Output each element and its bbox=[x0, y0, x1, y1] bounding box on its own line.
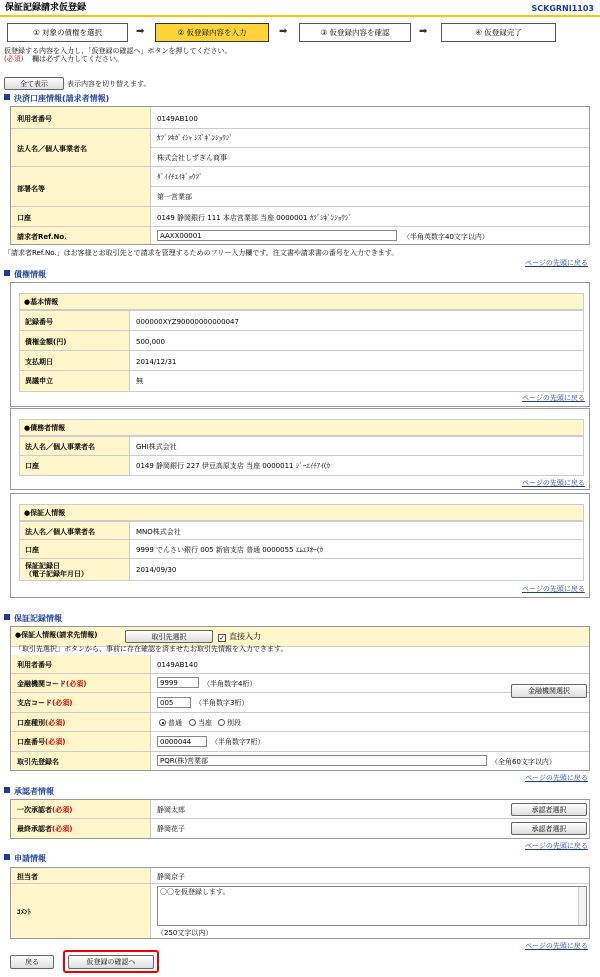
debtor-account-value: 0149 静岡銀行 227 伊豆高原支店 当座 0000011 ｼﾞｰｴｲﾁｱｲ(ｶ bbox=[136, 462, 330, 470]
first-approver-select-button[interactable]: 承認者選択 bbox=[511, 803, 587, 816]
section-square-icon bbox=[4, 614, 10, 620]
page-top-link[interactable]: ページの先頭に戻る bbox=[525, 942, 588, 950]
label-final-approver: 最終承認者(必須) bbox=[17, 825, 73, 833]
label-comment: ｺﾒﾝﾄ bbox=[17, 908, 31, 916]
comment-scrollbar[interactable] bbox=[578, 887, 586, 925]
back-button[interactable]: 戻る bbox=[10, 955, 54, 969]
direct-input-checkbox[interactable]: ✓ 直接入力 bbox=[219, 632, 261, 642]
label-account-type: 口座種別(必須) bbox=[17, 719, 66, 727]
guarantee-section-title: 保証記録情報 bbox=[4, 614, 62, 624]
label-amount: 債権金額(円) bbox=[25, 338, 67, 346]
label-account-no: 口座番号(必須) bbox=[17, 738, 66, 746]
page-top-link[interactable]: ページの先頭に戻る bbox=[522, 479, 585, 487]
account-type-current[interactable]: 当座 bbox=[189, 719, 212, 727]
label-bank-code: 金融機関コード(必須) bbox=[17, 680, 87, 688]
guarantor-info-block: ●保証人情報 法人名／個人事業者名 口座 保証記録日 （電子記録年月日） MNO株式会社 9999 でんさい銀行 005 新宿支店 普通 0000055 ｴﾑｴﾇｵｰ(ｶ 2014/09/30 ページの先頭に戻る bbox=[10, 493, 590, 598]
requester-table bbox=[10, 106, 590, 245]
comment-hint: （250文字以内） bbox=[157, 929, 213, 937]
guarantee-date-value: 2014/09/30 bbox=[136, 566, 177, 574]
label-ref-no: 請求者Ref.No. bbox=[17, 233, 67, 241]
corp-name-kana: ｶﾌﾞｼｷｶﾞｲｼｬ ｼｽﾞｷﾞﾝｼｮｳｼﾞ bbox=[157, 134, 233, 142]
intro-line1: 仮登録する内容を入力し、「仮登録の確認へ」ボタンを押してください。 bbox=[4, 47, 232, 55]
partner-user-no-value: 0149AB140 bbox=[157, 661, 198, 669]
debtor-info-block: ●債務者情報 法人名／個人事業者名 口座 GHI株式会社 0149 静岡銀行 227 伊豆高原支店 当座 0000011 ｼﾞｰｴｲﾁｱｲ(ｶ ページの先頭に戻る bbox=[10, 408, 590, 490]
due-date-value: 2014/12/31 bbox=[136, 358, 177, 366]
bank-select-button[interactable]: 金融機関選択 bbox=[511, 684, 587, 698]
debtor-name-value: GHI株式会社 bbox=[136, 443, 177, 451]
label-person: 担当者 bbox=[17, 873, 38, 881]
dept-kana: ﾀﾞｲｲﾁｴｲｷﾞｮｳﾌﾞ bbox=[157, 173, 203, 181]
step-2: ② 仮登録内容を入力 bbox=[155, 23, 269, 42]
person-value: 静岡京子 bbox=[157, 873, 185, 881]
guarantor-name-value: MNO株式会社 bbox=[136, 528, 181, 536]
partner-select-note: 「取引先選択」ボタンから、事前に存在確認を済ませたお取引先情報を入力できます。 bbox=[15, 645, 288, 653]
label-guarantor-name: 法人名／個人事業者名 bbox=[25, 528, 95, 536]
guarantor-account-value: 9999 でんさい銀行 005 新宿支店 普通 0000055 ｴﾑｴﾇｵｰ(ｶ bbox=[136, 546, 323, 554]
label-corp-name: 法人名／個人事業者名 bbox=[17, 145, 87, 153]
section-square-icon bbox=[4, 94, 10, 100]
page-header bbox=[0, 0, 600, 17]
label-due-date: 支払期日 bbox=[25, 358, 53, 366]
approver-table bbox=[10, 799, 590, 839]
label-debtor-account: 口座 bbox=[25, 462, 39, 470]
label-record-no: 記録番号 bbox=[25, 318, 53, 326]
required-mark: (必須) bbox=[4, 55, 24, 63]
guarantor-request-subtitle: ●保証人情報(請求先情報) bbox=[15, 631, 98, 639]
objection-value: 無 bbox=[136, 377, 143, 385]
page-top-link[interactable]: ページの先頭に戻る bbox=[525, 774, 588, 782]
apply-table bbox=[10, 867, 590, 939]
account-value: 0149 静岡銀行 111 本店営業部 当座 0000001 ｶﾌﾞｼｷﾞﾝｼｮｳｼﾞ bbox=[157, 214, 352, 222]
label-guarantee-date: 保証記録日 bbox=[25, 562, 60, 570]
account-no-input[interactable] bbox=[157, 736, 207, 747]
amount-value: 500,000 bbox=[136, 338, 165, 346]
section-square-icon bbox=[4, 854, 10, 860]
confirm-button[interactable]: 仮登録の確認へ bbox=[68, 955, 154, 969]
branch-code-input[interactable] bbox=[157, 697, 191, 708]
partner-select-button[interactable]: 取引先選択 bbox=[125, 630, 213, 643]
credit-section-title: 債権情報 bbox=[4, 270, 46, 280]
show-all-button[interactable]: 全て表示 bbox=[4, 77, 64, 90]
basic-info-block: ●基本情報 記録番号 債権金額(円) 支払期日 異議申立 000000XYZ90000000000047 500,000 2014/12/31 無 ページの先頭に戻る bbox=[10, 282, 590, 407]
radio-icon bbox=[189, 719, 196, 726]
ref-no-hint: （半角英数字40文字以内） bbox=[403, 233, 489, 241]
first-approver-value: 静岡太郎 bbox=[157, 806, 185, 814]
page-top-link[interactable]: ページの先頭に戻る bbox=[522, 394, 585, 402]
check-icon: ✓ bbox=[219, 634, 225, 642]
label-first-approver: 一次承認者(必須) bbox=[17, 806, 73, 814]
label-user-no: 利用者番号 bbox=[17, 115, 52, 123]
user-no-value: 0149AB100 bbox=[157, 115, 198, 123]
label-objection: 異議申立 bbox=[25, 377, 53, 385]
radio-icon bbox=[218, 719, 225, 726]
final-approver-value: 静岡花子 bbox=[157, 825, 185, 833]
label-debtor-name: 法人名／個人事業者名 bbox=[25, 443, 95, 451]
partner-name-input[interactable] bbox=[157, 755, 487, 766]
step-4: ④ 仮登録完了 bbox=[441, 23, 556, 42]
account-no-hint: （半角数字7桁） bbox=[211, 738, 265, 746]
final-approver-select-button[interactable]: 承認者選択 bbox=[511, 822, 587, 835]
comment-textarea[interactable]: 〇〇を仮登録します。 bbox=[157, 886, 587, 926]
label-partner-name: 取引先登録名 bbox=[17, 758, 59, 766]
step-arrow-icon: ➡ bbox=[419, 26, 428, 37]
ref-no-input[interactable] bbox=[157, 230, 397, 241]
label-branch-code: 支店コード(必須) bbox=[17, 699, 73, 707]
page-top-link[interactable]: ページの先頭に戻る bbox=[522, 585, 585, 593]
label-record-date: （電子記録年月日） bbox=[25, 570, 88, 578]
requester-section-title: 決済口座情報(請求者情報) bbox=[4, 94, 109, 104]
section-square-icon bbox=[4, 787, 10, 793]
page-top-link[interactable]: ページの先頭に戻る bbox=[525, 259, 588, 267]
account-type-ordinary[interactable]: 普通 bbox=[159, 719, 182, 727]
section-square-icon bbox=[4, 270, 10, 276]
corp-name: 株式会社しずぎん商事 bbox=[157, 154, 227, 162]
dept-name: 第一営業部 bbox=[157, 193, 192, 201]
radio-selected-icon bbox=[159, 719, 166, 726]
bank-code-input[interactable] bbox=[157, 677, 199, 688]
step-arrow-icon: ➡ bbox=[136, 26, 145, 37]
account-type-special[interactable]: 別段 bbox=[218, 719, 241, 727]
step-1: ① 対象の債権を選択 bbox=[7, 23, 128, 42]
approver-section-title: 承認者情報 bbox=[4, 787, 54, 797]
branch-code-hint: （半角数字3桁） bbox=[195, 699, 249, 707]
apply-section-title: 申請情報 bbox=[4, 854, 46, 864]
intro-line2: 欄は必ず入力してください。 bbox=[32, 55, 123, 63]
page-top-link[interactable]: ページの先頭に戻る bbox=[525, 842, 588, 850]
screen-id: SCKGRNI1103 bbox=[531, 4, 594, 13]
guarantee-table bbox=[10, 626, 590, 771]
bank-code-hint: （半角数字4桁） bbox=[203, 680, 257, 688]
label-guarantor-account: 口座 bbox=[25, 546, 39, 554]
toggle-note: 表示内容を切り替えます。 bbox=[67, 80, 151, 88]
partner-name-hint: （全角60文字以内） bbox=[491, 758, 556, 766]
ref-no-note: 「請求者Ref.No.」はお客様とお取引先とで請求を管理するためのフリー入力欄です。注文書や請求書の番号を入力できます。 bbox=[4, 249, 399, 257]
label-partner-user-no: 利用者番号 bbox=[17, 661, 52, 669]
step-3: ③ 仮登録内容を確認 bbox=[299, 23, 411, 42]
step-arrow-icon: ➡ bbox=[279, 26, 288, 37]
page-title: 保証記録請求仮登録 bbox=[5, 3, 87, 13]
label-account: 口座 bbox=[17, 214, 31, 222]
label-dept: 部署名等 bbox=[17, 185, 45, 193]
record-no-value: 000000XYZ90000000000047 bbox=[136, 318, 239, 326]
